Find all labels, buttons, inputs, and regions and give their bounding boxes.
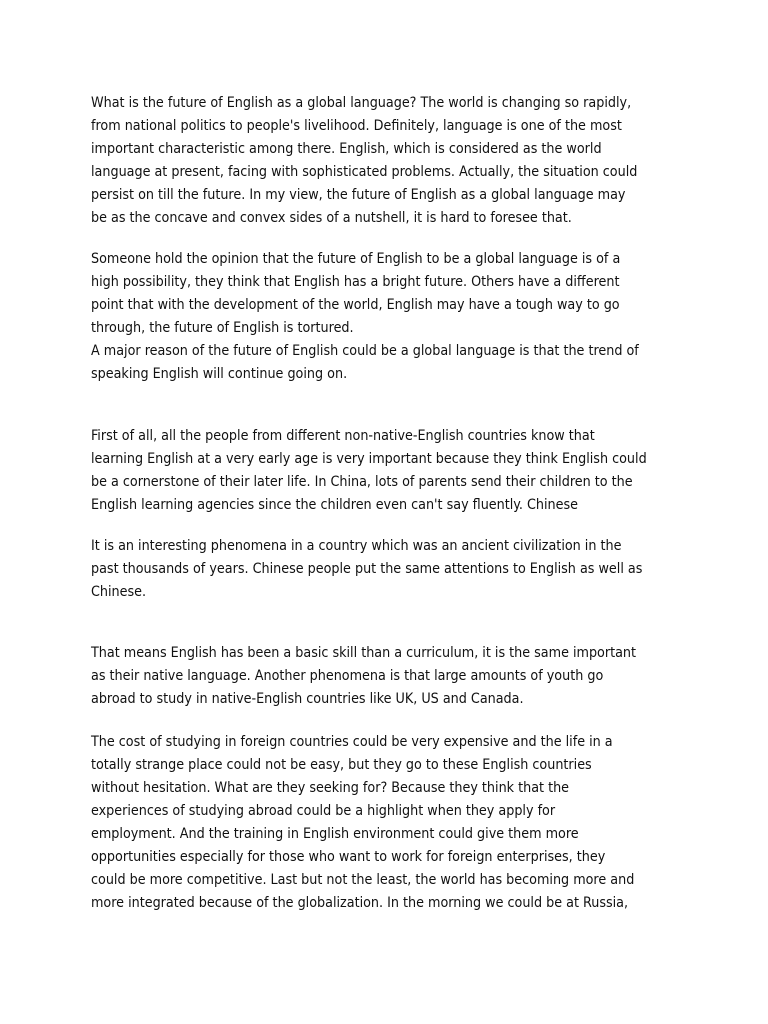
paragraph-first-of-all: First of all, all the people from different non-native-English countries know that learning English at a very early age is very important because they think English could be a cornerstone of their later life. In China, lots of parents send their children to the English learning agencies since the children even can't say fluently. Chinese	[91, 428, 647, 513]
paragraph-phenomena: It is an interesting phenomena in a country which was an ancient civilization in the past thousands of years. Chinese people put the same attentions to English as well as Chinese.	[91, 538, 643, 600]
paragraph-opinions: Someone hold the opinion that the future of English to be a global language is of a high possibility, they think that English has a bright future. Others have a different point that with the development of the world, English may have a tough way to go through, the future of English is tortured. A major reason of the future of English could be a global language is that the trend of speaking English will continue going on.	[91, 251, 639, 382]
paragraph-cost-of-studying: The cost of studying in foreign countries could be very expensive and the life in a totally strange place could not be easy, but they go to these English countries without hesitation. What are they seeking for? Because they think that the experiences of studying abroad could be a highlight when they apply for employment. And the training in English environment could give them more opportunities especially for those who want to work for foreign enterprises, they could be more competitive. Last but not the least, the world has becoming more and more integrated because of the globalization. In the morning we could be at Russia,	[91, 734, 635, 911]
paragraph-basic-skill: That means English has been a basic skill than a curriculum, it is the same important as their native language. Another phenomena is that large amounts of youth go abroad to study in native-English countries like UK, US and Canada.	[91, 645, 637, 707]
paragraph-intro: What is the future of English as a global language? The world is changing so rapidly, from national politics to people's livelihood. Definitely, language is one of the most important characteristic among there. English, which is considered as the world language at present, facing with sophisticated problems. Actually, the situation could persist on till the future. In my view, the future of English as a global language may be as the concave and convex sides of a nutshell, it is hard to foresee that.	[91, 95, 638, 226]
